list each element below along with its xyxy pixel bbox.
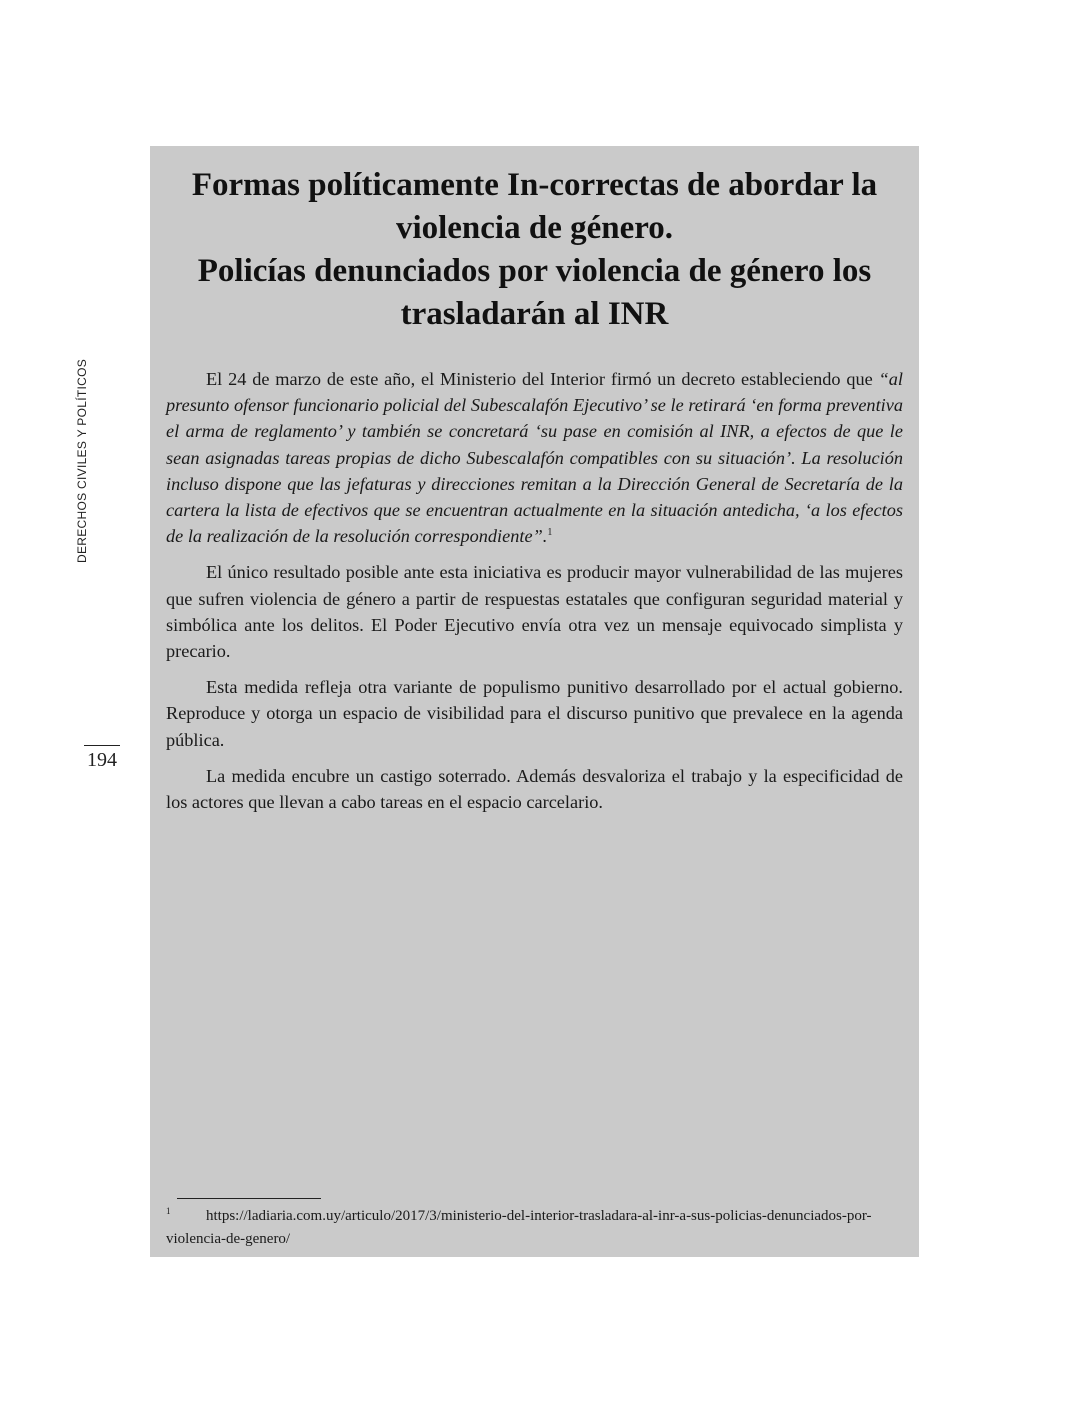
- paragraph: [166, 366, 903, 549]
- paragraph-lead: El 24 de marzo de este año, el Ministerio del Interior firmó un decreto estableciendo que: [206, 369, 879, 389]
- footnote: 1 https://ladiaria.com.uy/articulo/2017/3/ministerio-del-interior-trasladara-al-inr-a-sus-policias-denunciados-por-violencia-de-genero/: [166, 1206, 872, 1247]
- title-line: Policías denunciados por violencia de género los: [197, 253, 872, 289]
- paragraph: Esta medida refleja otra variante de populismo punitivo desarrollado por el actual gobierno. Reproduce y otorga un espacio de visibilidad para el discurso punitivo que prevalece en la agenda pública.: [166, 677, 903, 750]
- article-panel: [150, 146, 919, 1257]
- paragraph: La medida encubre un castigo soterrado. Además desvaloriza el trabajo y la especificidad de los actores que llevan a cabo tareas en el espacio carcelario.: [166, 765, 903, 813]
- footnote-link[interactable]: https://ladiaria.com.uy/articulo/2017/3/ministerio-del-interior-trasladara-al-inr-a-sus-policias-denunciados-por-violencia-de-genero/: [166, 1208, 872, 1247]
- footnote-ref[interactable]: 1: [547, 527, 553, 539]
- footnote-rule: [177, 1198, 321, 1199]
- title-line: Formas políticamente In-correctas de abordar la: [191, 167, 878, 203]
- quoted-decree: “al presunto ofensor funcionario policial del Subescalafón Ejecutivo’ se le retirará ‘en forma preventiva el arma de reglamento’ y también se concretará ‘su pase en comisión al INR, a efectos de que le sean asignadas tareas propias de dicho Subescalafón compatibles con su situación’. La resolución incluso dispone que las jefaturas y direcciones remitan a la Dirección General de Secretaría de la cartera la lista de efectivos que se encuentran actualmente en la situación antedicha, ‘a los efectos de la realización de la resolución correspondiente”.: [166, 369, 903, 547]
- running-head: DERECHOS CIVILES Y POLÍTICOS: [75, 358, 89, 563]
- article-title: [150, 164, 919, 336]
- article-body: [166, 366, 903, 825]
- title-line: trasladarán al INR: [400, 296, 669, 332]
- title-line: violencia de género.: [395, 210, 674, 246]
- paragraph: El único resultado posible ante esta iniciativa es producir mayor vulnerabilidad de las mujeres que sufren violencia de género a partir de respuestas estatales que configuran seguridad material y simbólica ante los delitos. El Poder Ejecutivo envía otra vez un mensaje equivocado simplista y precario.: [166, 562, 903, 662]
- page-number: 194: [87, 749, 117, 771]
- page-number-rule: [84, 745, 120, 746]
